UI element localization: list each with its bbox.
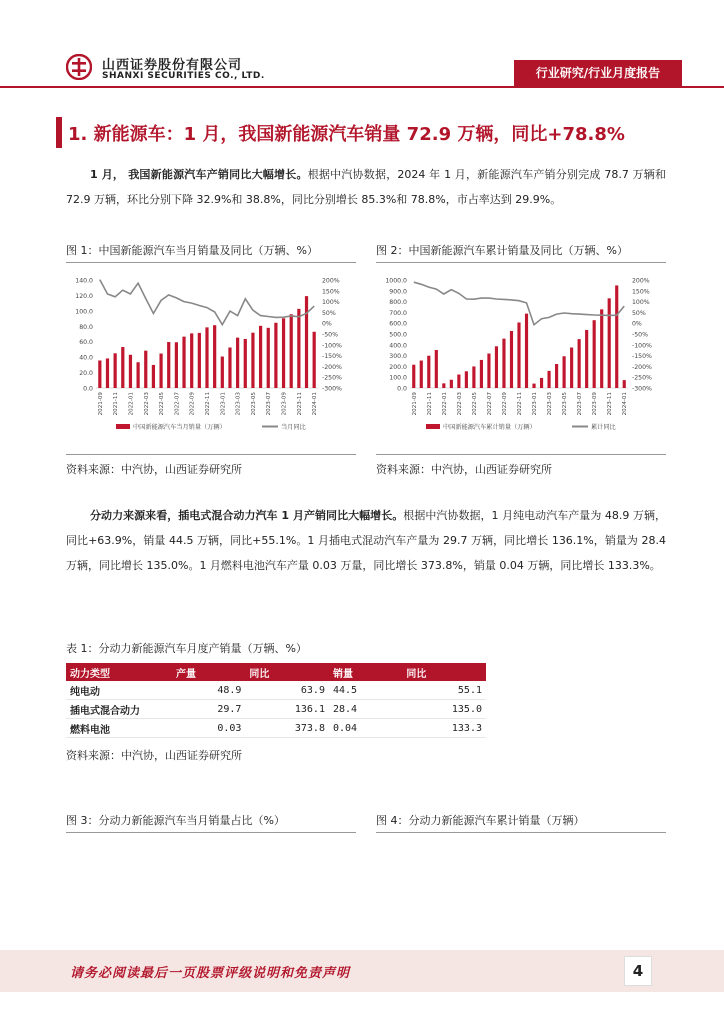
bar xyxy=(578,339,581,388)
bar xyxy=(274,323,277,388)
bar xyxy=(472,366,475,388)
table-cell: 纯电动 xyxy=(66,681,172,700)
bar xyxy=(244,339,247,388)
x-tick-label: 2023-07 xyxy=(577,392,584,416)
y-right-tick-label: -50% xyxy=(322,331,338,339)
y-left-tick-label: 40.0 xyxy=(79,354,93,362)
legend-line-label: 当月同比 xyxy=(281,424,306,431)
y-right-tick-label: -200% xyxy=(322,363,342,371)
figure-3-title: 图 3：分动力新能源汽车当月销量占比（%） xyxy=(66,814,285,827)
y-right-tick-label: 0% xyxy=(632,320,642,328)
y-right-tick-label: -300% xyxy=(632,385,652,393)
y-right-tick-label: -100% xyxy=(322,342,342,350)
bar xyxy=(525,314,528,388)
y-left-tick-label: 20.0 xyxy=(79,370,93,378)
figure-1-bottom-rule xyxy=(66,454,356,455)
section-marker xyxy=(56,117,62,148)
bar xyxy=(98,360,101,388)
bar xyxy=(585,330,588,388)
chart-cumulative-sales xyxy=(376,266,666,450)
bar xyxy=(442,383,445,388)
bar xyxy=(213,325,216,388)
x-tick-label: 2023-01 xyxy=(220,392,227,416)
table-row xyxy=(66,700,486,719)
table-cell: 63.9 xyxy=(245,681,329,700)
table-cell: 0.03 xyxy=(172,719,245,738)
section-title: 1. 新能源车：1 月，我国新能源汽车销量 72.9 万辆，同比+78.8% xyxy=(68,124,625,145)
x-tick-label: 2023-09 xyxy=(281,392,288,416)
y-right-tick-label: 150% xyxy=(632,288,650,296)
bar xyxy=(129,355,132,388)
x-tick-label: 2021-11 xyxy=(426,392,433,416)
x-tick-label: 2024-01 xyxy=(312,392,319,416)
legend-bar-swatch xyxy=(426,424,440,429)
report-type-tag: 行业研究/行业月度报告 xyxy=(514,60,682,86)
table-cell: 44.5 xyxy=(329,681,402,700)
bar xyxy=(236,338,239,388)
table-cell: 373.8 xyxy=(245,719,329,738)
x-tick-label: 2023-03 xyxy=(235,392,242,416)
y-left-tick-label: 0.0 xyxy=(83,385,93,393)
footer-disclaimer: 请务必阅读最后一页股票评级说明和免责声明 xyxy=(70,966,351,981)
company-name-en: SHANXI SECURITIES CO., LTD. xyxy=(102,71,265,81)
x-tick-label: 2022-07 xyxy=(174,392,181,416)
table-cell: 136.1 xyxy=(245,700,329,719)
figure-2-title: 图 2：中国新能源汽车累计销量及同比（万辆、%） xyxy=(376,244,628,257)
table-cell: 29.7 xyxy=(172,700,245,719)
y-left-tick-label: 700.0 xyxy=(389,309,407,317)
y-left-tick-label: 800.0 xyxy=(389,299,407,307)
x-tick-label: 2023-05 xyxy=(562,392,569,416)
figure-2-rule xyxy=(376,262,666,263)
page-number: 4 xyxy=(624,956,652,986)
bar xyxy=(608,298,611,388)
header-divider xyxy=(0,86,724,88)
y-left-tick-label: 900.0 xyxy=(389,288,407,296)
bar xyxy=(555,364,558,388)
table-header-production-yoy: 同比 xyxy=(245,663,329,681)
company-name-cn: 山西证券股份有限公司 xyxy=(102,58,243,73)
x-tick-label: 2023-07 xyxy=(266,392,273,416)
x-tick-label: 2022-09 xyxy=(501,392,508,416)
figure-3-rule xyxy=(66,832,356,833)
table-cell: 插电式混合动力 xyxy=(66,700,172,719)
company-logo xyxy=(66,54,92,80)
table-cell: 48.9 xyxy=(172,681,245,700)
bar xyxy=(502,339,505,388)
y-left-tick-label: 1000.0 xyxy=(385,277,407,285)
bar xyxy=(198,333,201,388)
bar xyxy=(136,362,139,388)
bar xyxy=(593,320,596,388)
x-tick-label: 2022-03 xyxy=(456,392,463,416)
table-cell: 28.4 xyxy=(329,700,402,719)
figure-1-rule xyxy=(66,262,356,263)
bar xyxy=(487,354,490,388)
x-tick-label: 2022-05 xyxy=(471,392,478,416)
x-tick-label: 2021-09 xyxy=(97,392,104,416)
legend-line-label: 累计同比 xyxy=(591,424,616,431)
y-right-tick-label: 50% xyxy=(322,309,336,317)
bar xyxy=(159,354,162,388)
legend-bar-label: 中国新能源汽车当月销量（万辆） xyxy=(133,424,226,431)
figure-2-source: 资料来源：中汽协，山西证券研究所 xyxy=(376,463,552,476)
yoy-line xyxy=(414,282,624,325)
bar xyxy=(228,348,231,389)
table-row xyxy=(66,681,486,700)
x-tick-label: 2023-05 xyxy=(250,392,257,416)
table-1-title: 表 1：分动力新能源汽车月度产销量（万辆、%） xyxy=(66,642,307,655)
paragraph-1 xyxy=(66,162,666,212)
y-right-tick-label: 200% xyxy=(632,277,650,285)
table-row xyxy=(66,719,486,738)
table-cell: 0.04 xyxy=(329,719,402,738)
paragraph-1-body: 根据中汽协数据，2024 年 1 月，新能源汽车产销分别完成 78.7 万辆和 72.9 万辆，环比分别下降 32.9%和 38.8%，同比分别增长 85.3%和 78.8%，市占率达到 29.9%。 xyxy=(66,168,666,206)
bar xyxy=(495,346,498,388)
x-tick-label: 2023-11 xyxy=(296,392,303,416)
bar xyxy=(570,348,573,388)
bar xyxy=(205,327,208,388)
bar xyxy=(313,332,316,388)
y-left-tick-label: 500.0 xyxy=(389,331,407,339)
bar xyxy=(305,296,308,388)
y-right-tick-label: 100% xyxy=(632,299,650,307)
x-tick-label: 2022-11 xyxy=(517,392,523,416)
table-power-type-sales xyxy=(66,663,486,738)
paragraph-2-lead: 分动力来源来看，插电式混合动力汽车 1 月产销同比大幅增长。 xyxy=(90,509,404,522)
figure-4-title: 图 4：分动力新能源汽车累计销量（万辆） xyxy=(376,814,585,827)
paragraph-2-body: 根据中汽协数据，1 月纯电动汽车产量为 48.9 万辆，同比+63.9%，销量 44.5 万辆，同比+55.1%。1 月插电式混动汽车产量为 29.7 万辆，同比增长 136.1%，销量为 28.4 万辆，同比增长 135.0%。1 月燃料电池汽车产量 0.03 万量，同比增长 373.8%，销量 0.04 万辆，同比增长 133.3%。 xyxy=(66,509,666,572)
y-left-tick-label: 120.0 xyxy=(75,292,93,300)
table-1-source: 资料来源：中汽协，山西证券研究所 xyxy=(66,749,242,762)
figure-4-rule xyxy=(376,832,666,833)
x-tick-label: 2022-01 xyxy=(441,392,448,416)
x-tick-label: 2022-01 xyxy=(128,392,135,416)
bar xyxy=(267,328,270,388)
bar xyxy=(517,322,520,388)
bar xyxy=(290,314,293,388)
y-left-tick-label: 100.0 xyxy=(389,374,407,382)
figure-2-bottom-rule xyxy=(376,454,666,455)
bar xyxy=(114,353,117,388)
x-tick-label: 2022-09 xyxy=(189,392,196,416)
y-right-tick-label: -200% xyxy=(632,363,652,371)
x-tick-label: 2022-03 xyxy=(143,392,150,416)
bar xyxy=(563,356,566,388)
y-left-tick-label: 140.0 xyxy=(75,277,93,285)
bar xyxy=(412,365,415,388)
bar xyxy=(251,333,254,388)
bar xyxy=(152,365,155,388)
y-left-tick-label: 60.0 xyxy=(79,339,93,347)
y-left-tick-label: 80.0 xyxy=(79,323,93,331)
y-right-tick-label: -250% xyxy=(322,374,342,382)
bar xyxy=(420,361,423,388)
y-left-tick-label: 300.0 xyxy=(389,353,407,361)
bar xyxy=(297,309,300,388)
y-left-tick-label: 200.0 xyxy=(389,363,407,371)
bar xyxy=(221,357,224,388)
x-tick-label: 2023-01 xyxy=(532,392,539,416)
y-left-tick-label: 0.0 xyxy=(397,385,407,393)
y-right-tick-label: -150% xyxy=(322,353,342,361)
bar xyxy=(623,380,626,388)
paragraph-2 xyxy=(66,503,666,578)
x-tick-label: 2023-03 xyxy=(547,392,554,416)
x-tick-label: 2024-01 xyxy=(622,392,629,416)
x-tick-label: 2022-05 xyxy=(159,392,166,416)
bar xyxy=(282,318,285,388)
table-cell: 55.1 xyxy=(402,681,486,700)
y-right-tick-label: -300% xyxy=(322,385,342,393)
y-right-tick-label: 150% xyxy=(322,288,340,296)
bar xyxy=(540,378,543,388)
legend-bar-swatch xyxy=(116,424,130,429)
y-left-tick-label: 100.0 xyxy=(75,308,93,316)
table-cell: 燃料电池 xyxy=(66,719,172,738)
bar xyxy=(547,371,550,388)
bar xyxy=(175,342,178,388)
bar xyxy=(121,347,124,388)
bar xyxy=(465,371,468,388)
yoy-line xyxy=(100,280,314,325)
y-right-tick-label: 200% xyxy=(322,277,340,285)
bar xyxy=(532,384,535,388)
legend-bar-label: 中国新能源汽车累计销量（万辆） xyxy=(443,424,536,431)
bar xyxy=(427,356,430,388)
table-header-sales: 销量 xyxy=(329,663,402,681)
bar xyxy=(190,333,193,388)
bar xyxy=(457,375,460,388)
bar xyxy=(600,309,603,388)
bar xyxy=(480,360,483,388)
y-right-tick-label: 0% xyxy=(322,320,332,328)
bar xyxy=(106,358,109,388)
bar xyxy=(144,351,147,388)
y-right-tick-label: -50% xyxy=(632,331,648,339)
x-tick-label: 2021-11 xyxy=(113,392,120,416)
y-right-tick-label: -150% xyxy=(632,353,652,361)
bar xyxy=(435,350,438,388)
table-cell: 133.3 xyxy=(402,719,486,738)
x-tick-label: 2021-09 xyxy=(411,392,418,416)
bar xyxy=(182,337,185,388)
y-left-tick-label: 600.0 xyxy=(389,320,407,328)
bar xyxy=(167,342,170,388)
figure-1-source: 资料来源：中汽协，山西证券研究所 xyxy=(66,463,242,476)
table-header-type: 动力类型 xyxy=(66,663,172,681)
y-right-tick-label: 50% xyxy=(632,309,646,317)
table-cell: 135.0 xyxy=(402,700,486,719)
bar xyxy=(259,326,262,388)
x-tick-label: 2023-11 xyxy=(607,392,614,416)
x-tick-label: 2023-09 xyxy=(592,392,599,416)
table-header-production: 产量 xyxy=(172,663,245,681)
x-tick-label: 2022-07 xyxy=(486,392,493,416)
table-header-row xyxy=(66,663,486,681)
y-right-tick-label: -100% xyxy=(632,342,652,350)
paragraph-1-lead: 1 月， 我国新能源汽车产销同比大幅增长。 xyxy=(90,168,308,181)
bar xyxy=(510,331,513,388)
y-left-tick-label: 400.0 xyxy=(389,342,407,350)
y-right-tick-label: 100% xyxy=(322,299,340,307)
chart-monthly-sales xyxy=(66,266,356,450)
bar xyxy=(450,380,453,388)
bar xyxy=(615,285,618,388)
figure-1-title: 图 1：中国新能源汽车当月销量及同比（万辆、%） xyxy=(66,244,318,257)
table-header-sales-yoy: 同比 xyxy=(402,663,486,681)
y-right-tick-label: -250% xyxy=(632,374,652,382)
x-tick-label: 2022-11 xyxy=(205,392,211,416)
